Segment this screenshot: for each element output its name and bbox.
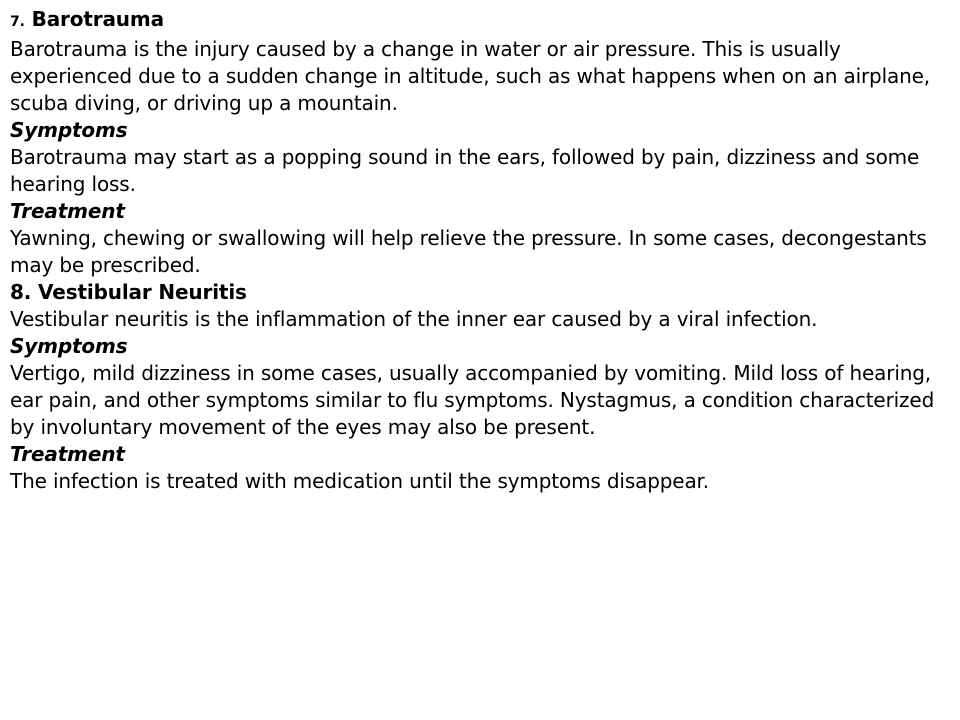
symptoms-text: Barotrauma may start as a popping sound in the ears, followed by pain, dizziness and some hearing loss. bbox=[10, 145, 920, 196]
section-title-text: Vestibular Neuritis bbox=[38, 280, 247, 304]
section-title-text: Barotrauma bbox=[31, 7, 164, 31]
section-title-barotrauma bbox=[10, 6, 950, 36]
section-title-vestibular-neuritis bbox=[10, 279, 950, 306]
symptoms-text: Vertigo, mild dizziness in some cases, usually accompanied by vomiting. Mild loss of hearing, ear pain, and other symptoms similar to flu symptoms. Nystagmus, a condition characterized by involuntary movement of the eyes may also be present. bbox=[10, 361, 935, 439]
treatment-heading: Treatment bbox=[10, 442, 125, 466]
treatment-heading: Treatment bbox=[10, 199, 125, 223]
treatment-text: Yawning, chewing or swallowing will help relieve the pressure. In some cases, decongestants may be prescribed. bbox=[10, 226, 927, 277]
slide-content bbox=[10, 6, 950, 495]
section-description: Barotrauma is the injury caused by a change in water or air pressure. This is usually experienced due to a sudden change in altitude, such as what happens when on an airplane, scuba diving, or driving up a mountain. bbox=[10, 37, 930, 115]
symptoms-heading: Symptoms bbox=[10, 118, 128, 142]
section-number: 8. bbox=[10, 280, 32, 304]
section-description: Vestibular neuritis is the inflammation of the inner ear caused by a viral infection. bbox=[10, 307, 818, 331]
symptoms-heading: Symptoms bbox=[10, 334, 128, 358]
section-number: 7. bbox=[10, 14, 25, 30]
treatment-text: The infection is treated with medication until the symptoms disappear. bbox=[10, 469, 710, 493]
